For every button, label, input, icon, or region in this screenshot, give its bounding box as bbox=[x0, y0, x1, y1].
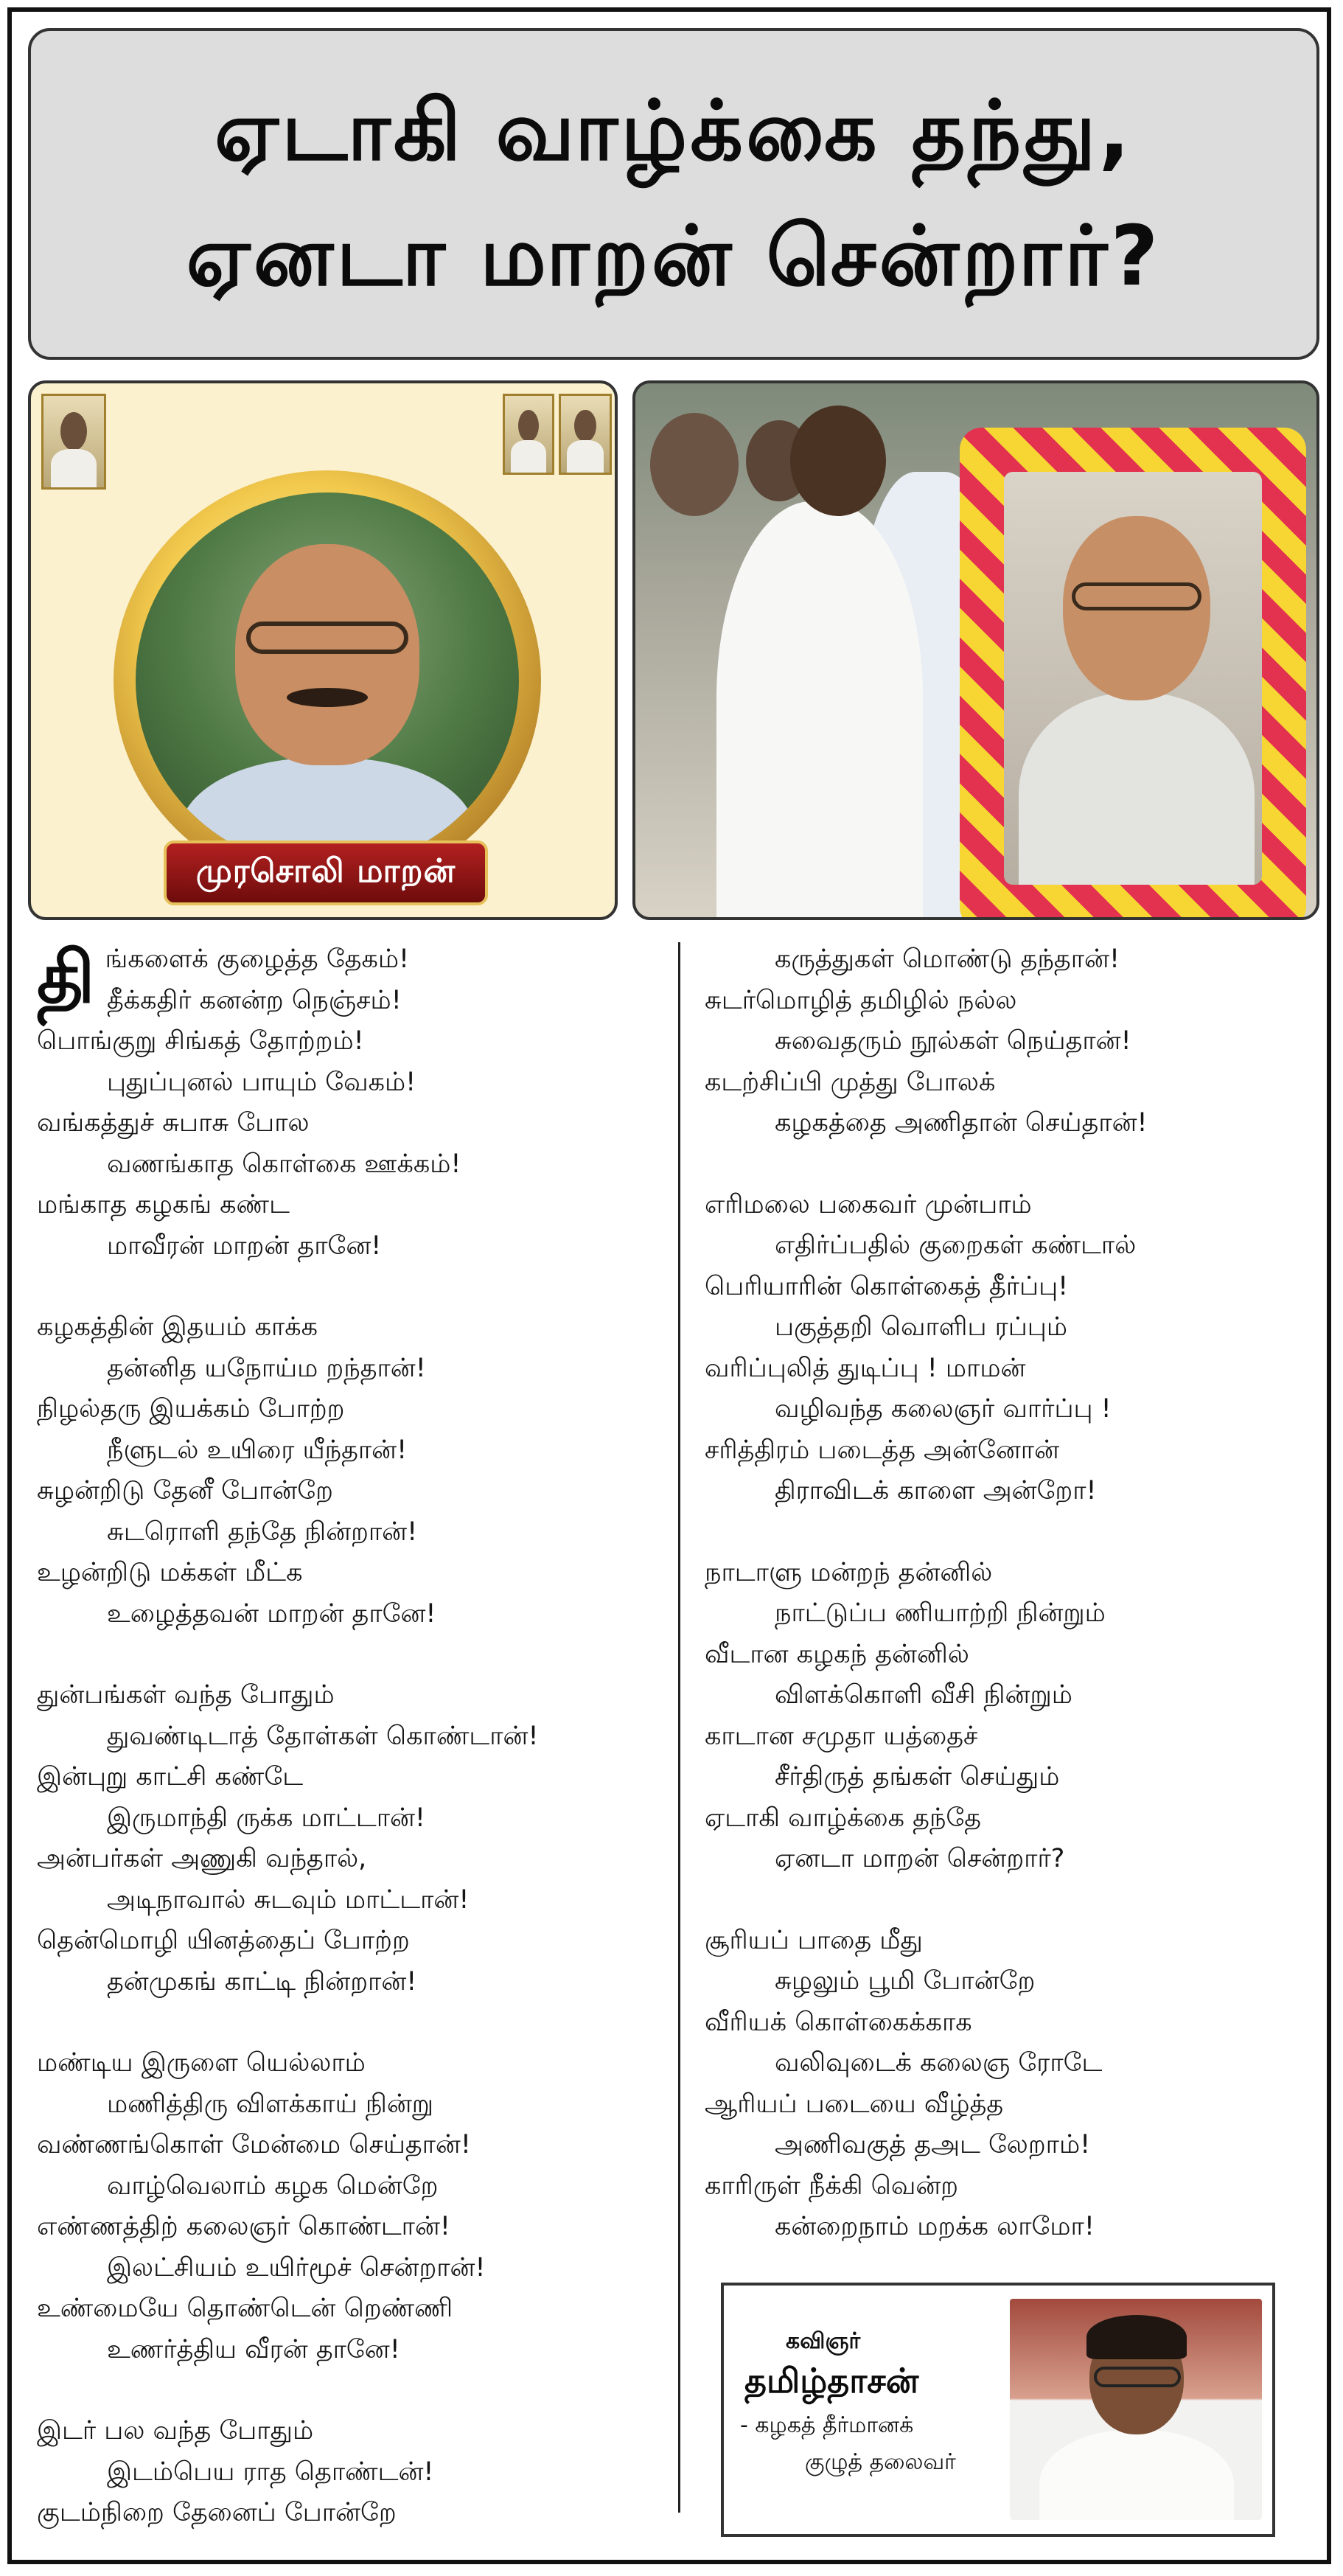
poem-column-left bbox=[37, 936, 663, 2575]
poem-line: சுடர்மொழித் தமிழில் நல்ல bbox=[705, 985, 1017, 1015]
poem-line: இலட்சியம் உயிர்மூச் சென்றான்! bbox=[107, 2252, 486, 2283]
poem-line: சீர்திருத் தங்கள் செய்தும் bbox=[775, 1762, 1060, 1792]
poem-line: எதிர்ப்பதில் குறைகள் கண்டால் bbox=[775, 1230, 1137, 1260]
poem-line: குடம்நிறை தேனைப் போன்றே bbox=[37, 2498, 397, 2527]
poem-line: உண்மையே தொண்டென் றெண்ணி bbox=[37, 2294, 453, 2323]
poem-line: தன்னித யநோய்ம றந்தான்! bbox=[107, 1353, 426, 1383]
poem-line: அடிநாவால் சுடவும் மாட்டான்! bbox=[107, 1884, 470, 1915]
poem-line: இருமாந்தி ருக்க மாட்டான்! bbox=[107, 1803, 425, 1833]
poem-line: சூரியப் பாதை மீது bbox=[705, 1925, 923, 1955]
poem-line: நாடாளு மன்றந் தன்னில் bbox=[705, 1557, 993, 1587]
poem-line: வணங்காத கொள்கை ஊக்கம்! bbox=[107, 1149, 461, 1179]
tribute-photo bbox=[632, 380, 1319, 920]
poem-line: சுழன்றிடு தேனீ போன்றே bbox=[37, 1476, 333, 1505]
poem-line: இன்புறு காட்சி கண்டே bbox=[37, 1762, 304, 1792]
column-divider bbox=[678, 942, 680, 2513]
poem-line: கன்றைநாம் மறக்க லாமோ! bbox=[775, 2212, 1095, 2241]
poem-line: வண்ணங்கொள் மேன்மை செய்தான்! bbox=[37, 2130, 471, 2159]
poem-line: பொங்குறு சிங்கத் தோற்றம்! bbox=[37, 1026, 364, 1056]
poem-line: வீரியக் கொள்கைக்காக bbox=[705, 2007, 972, 2037]
newspaper-page bbox=[7, 7, 1331, 2564]
poem-line: ங்களைக் குழைத்த தேகம்! bbox=[105, 944, 410, 974]
poem-line: உணர்த்திய வீரன் தானே! bbox=[107, 2334, 400, 2364]
poem-line: கழகத்தின் இதயம் காக்க bbox=[37, 1312, 318, 1342]
poem-line: திராவிடக் காளை அன்றோ! bbox=[775, 1476, 1097, 1505]
poem-line: எரிமலை பகைவர் முன்பாம் bbox=[705, 1189, 1032, 1219]
poem-line: சுழலும் பூமி போன்றே bbox=[775, 1966, 1036, 1996]
poem-line: தீக்கதிர் கனன்ற நெஞ்சம்! bbox=[107, 985, 402, 1015]
poem-line: பெரியாரின் கொள்கைத் தீர்ப்பு! bbox=[705, 1271, 1069, 1301]
poem-line: வலிவுடைக் கலைஞ ரோடே bbox=[775, 2048, 1103, 2078]
poem-line: அன்பர்கள் அணுகி வந்தால், bbox=[37, 1844, 367, 1873]
leader-head bbox=[790, 405, 886, 516]
portrait-caption: முரசொலி மாறன் bbox=[195, 852, 456, 890]
poem-stanza bbox=[705, 1185, 1331, 1512]
small-portrait-right-2 bbox=[559, 394, 612, 475]
poem-line: எண்ணத்திற் கலைஞர் கொண்டான்! bbox=[37, 2212, 450, 2241]
poem-stanza bbox=[37, 1307, 663, 1635]
poem-line: துன்பங்கள் வந்த போதும் bbox=[37, 1680, 335, 1710]
poem-line: சரித்திரம் படைத்த அன்னோன் bbox=[705, 1435, 1060, 1465]
garlanded-portrait bbox=[1004, 472, 1262, 885]
poem-line: ஏனடா மாறன் சென்றார்? bbox=[775, 1844, 1065, 1873]
poem-line: சுடரொளி தந்தே நின்றான்! bbox=[107, 1517, 418, 1547]
poem-stanza bbox=[37, 2043, 663, 2370]
poem-stanza bbox=[37, 2411, 663, 2534]
poem-line: இடம்பெய ராத தொண்டன்! bbox=[107, 2457, 434, 2487]
poem-line: புதுப்புனல் பாயும் வேகம்! bbox=[107, 1067, 416, 1097]
headline-line-1: ஏடாகி வாழ்க்கை தந்து, bbox=[214, 83, 1134, 179]
poem-line: மாவீரன் மாறன் தானே! bbox=[107, 1230, 382, 1261]
poem-line: மங்காத கழகங் கண்ட bbox=[37, 1190, 290, 1219]
leader-figure bbox=[716, 501, 923, 920]
poem-line: காடான சமுதா யத்தைச் bbox=[705, 1721, 978, 1751]
portrait-medallion bbox=[114, 470, 541, 891]
author-label: கவிஞர் bbox=[786, 2328, 861, 2354]
portrait-name-ribbon bbox=[164, 840, 488, 905]
poem-line: வழிவந்த கலைஞர் வார்ப்பு ! bbox=[775, 1394, 1112, 1424]
poem-line: உழைத்தவன் மாறன் தானே! bbox=[107, 1598, 436, 1629]
poem-stanza bbox=[705, 939, 1331, 1144]
author-photo bbox=[1010, 2299, 1262, 2520]
poem-line: வரிப்புலித் துடிப்பு ! மாமன் bbox=[705, 1353, 1026, 1383]
poem-dropcap: தி bbox=[37, 936, 95, 1019]
poem-line: வாழ்வெலாம் கழக மென்றே bbox=[107, 2171, 439, 2201]
small-portrait-right-1 bbox=[503, 394, 554, 475]
headline-box bbox=[28, 28, 1319, 360]
poem-line: அணிவகுத் தஅட லேறாம்! bbox=[775, 2130, 1091, 2159]
poem-column-right bbox=[705, 939, 1331, 2288]
poem-stanza bbox=[37, 936, 663, 1267]
poem-line: ஏடாகி வாழ்க்கை தந்தே bbox=[705, 1803, 982, 1833]
poem-line: விளக்கொளி வீசி நின்றும் bbox=[775, 1680, 1072, 1710]
poem-line: கருத்துகள் மொண்டு தந்தான்! bbox=[775, 944, 1120, 974]
poem-line: தன்முகங் காட்டி நின்றான்! bbox=[107, 1966, 417, 1997]
headline-line-2: ஏனடா மாறன் சென்றார்? bbox=[186, 209, 1162, 304]
poem-stanza bbox=[705, 1921, 1331, 2248]
poem-line: நாட்டுப்ப ணியாற்றி நின்றும் bbox=[775, 1598, 1106, 1628]
poem-line: தென்மொழி யினத்தைப் போற்ற bbox=[37, 1926, 410, 1955]
poem-stanza bbox=[37, 1675, 663, 2002]
poem-line: வீடான கழகந் தன்னில் bbox=[705, 1639, 969, 1669]
small-portrait-left bbox=[41, 394, 106, 490]
poem-line: வங்கத்துச் சுபாசு போல bbox=[37, 1108, 310, 1138]
portrait-photo bbox=[28, 380, 618, 920]
author-role-line-1: - கழகத் தீர்மானக் bbox=[740, 2412, 914, 2438]
author-box bbox=[721, 2283, 1275, 2537]
poem-line: பகுத்தறி வொளிப ரப்பும் bbox=[775, 1312, 1067, 1342]
poem-line: கழகத்தை அணிதான் செய்தான்! bbox=[775, 1108, 1148, 1138]
poem-line: உழன்றிடு மக்கள் மீட்க bbox=[37, 1558, 303, 1587]
poem-line: மணித்திரு விளக்காய் நின்று bbox=[107, 2089, 434, 2119]
poem-line: ஆரியப் படையை வீழ்த்த bbox=[705, 2089, 1004, 2119]
poem-line: காரிருள் நீக்கி வென்ற bbox=[705, 2171, 959, 2201]
poem-line: கடற்சிப்பி முத்து போலக் bbox=[705, 1067, 996, 1097]
poem-line: துவண்டிடாத் தோள்கள் கொண்டான்! bbox=[107, 1721, 539, 1751]
poem-line: மண்டிய இருளை யெல்லாம் bbox=[37, 2048, 366, 2078]
poem-line: நிழல்தரு இயக்கம் போற்ற bbox=[37, 1394, 345, 1424]
author-name: தமிழ்தாசன் bbox=[744, 2361, 919, 2401]
poem-line: நீளுடல் உயிரை யீந்தான்! bbox=[107, 1435, 408, 1465]
poem-stanza bbox=[705, 1553, 1331, 1880]
poem-line: சுவைதரும் நூல்கள் நெய்தான்! bbox=[775, 1026, 1131, 1056]
poem-line: இடர் பல வந்த போதும் bbox=[37, 2416, 314, 2446]
author-role-line-2: குழுத் தலைவர் bbox=[805, 2449, 956, 2475]
